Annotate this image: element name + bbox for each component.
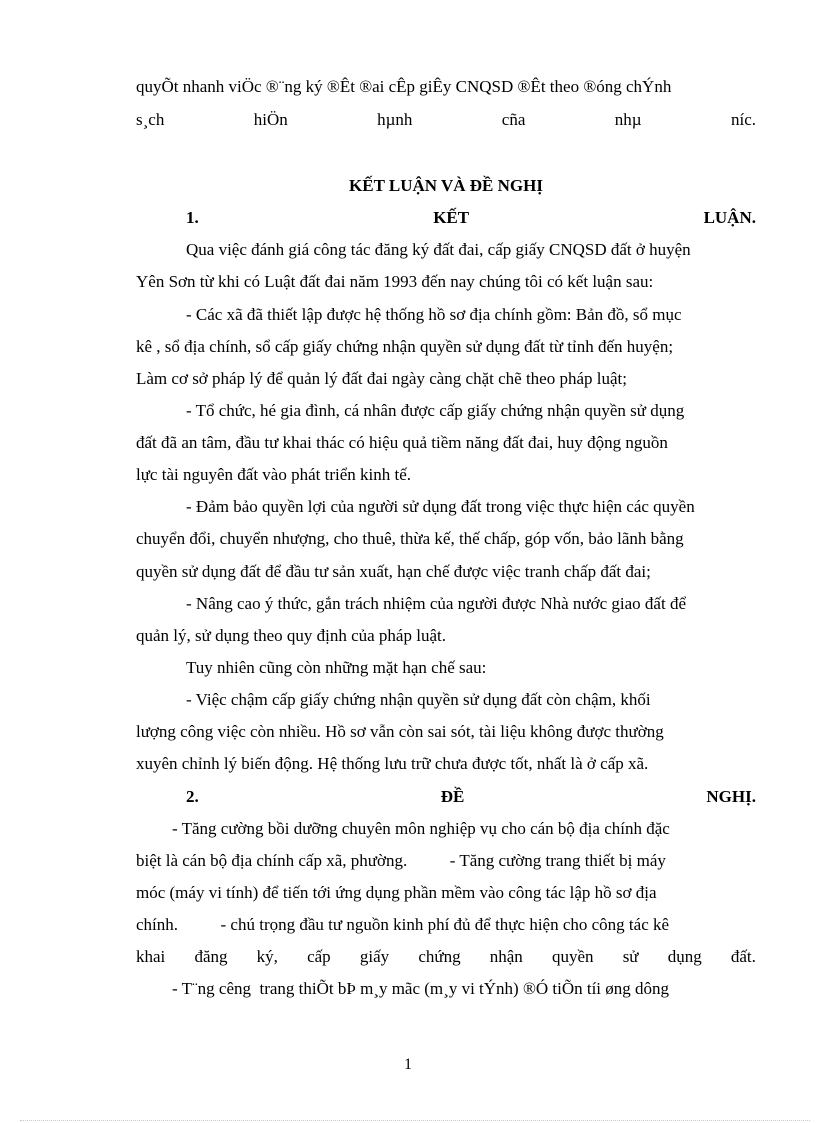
text-line: - Đảm bảo quyền lợi của người sử dụng đất trong việc thực hiện các quyền xyxy=(186,497,695,516)
word: cña xyxy=(501,110,526,129)
word: sử xyxy=(622,947,639,966)
text-line: - Các xã đã thiết lập được hệ thống hồ sơ địa chính gồm: Bản đồ, sổ mục xyxy=(186,305,682,324)
word: khai xyxy=(136,947,166,966)
text-line: Làm cơ sở pháp lý để quản lý đất đai ngày càng chặt chẽ theo pháp luật; xyxy=(136,369,627,388)
word: đăng xyxy=(194,947,228,966)
word: giấy xyxy=(359,947,390,966)
subsection-heading-1 xyxy=(186,208,756,228)
text-line-justified xyxy=(136,110,756,130)
text-line: Tuy nhiên cũng còn những mặt hạn chế sau: xyxy=(186,658,487,677)
text-line: - Nâng cao ý thức, gắn trách nhiệm của người được Nhà nước giao đất để xyxy=(186,594,686,613)
word: hiÖn xyxy=(253,110,288,129)
text-line-justified xyxy=(136,947,756,967)
section-word: NGHỊ. xyxy=(706,787,756,806)
section-word: LUẬN. xyxy=(703,208,756,227)
section-number: 1. xyxy=(186,208,199,227)
text-line: - Việc chậm cấp giấy chứng nhận quyền sử dụng đất còn chậm, khối xyxy=(186,690,651,709)
text-line: móc (máy vi tính) để tiến tới ứng dụng phần mềm vào công tác lập hồ sơ địa xyxy=(136,883,657,902)
text-line: quyền sử dụng đất để đầu tư sản xuất, hạn chế được việc tranh chấp đất đai; xyxy=(136,562,651,581)
text-line: Yên Sơn từ khi có Luật đất đai năm 1993 đến nay chúng tôi có kết luận sau: xyxy=(136,272,654,291)
word: cấp xyxy=(307,947,331,966)
text-line: - T¨ng cêng trang thiÕt bÞ m¸y mãc (m¸y vi tÝnh) ®Ó tiÕn tíi øng dông xyxy=(172,979,670,998)
text-line: chính. - chú trọng đầu tư nguồn kinh phí đủ để thực hiện cho công tác kê xyxy=(136,915,670,934)
word: đất. xyxy=(730,947,756,966)
word: s¸ch xyxy=(136,110,165,129)
section-heading: KẾT LUẬN VÀ ĐỀ NGHỊ xyxy=(349,176,543,195)
text-line: đất đã an tâm, đầu tư khai thác có hiệu quả tiềm năng đất đai, huy động nguồn xyxy=(136,433,668,452)
text-line: biệt là cán bộ địa chính cấp xã, phường. - Tăng cường trang thiết bị máy xyxy=(136,851,666,870)
word: níc. xyxy=(730,110,756,129)
text-line: kê , sổ địa chính, sổ cấp giấy chứng nhận quyền sử dụng đất từ tỉnh đến huyện; xyxy=(136,337,674,356)
text-line: lực tài nguyên đất vào phát triển kinh tế. xyxy=(136,465,411,484)
word: nhµ xyxy=(614,110,642,129)
text-line: - Tổ chức, hé gia đình, cá nhân được cấp giấy chứng nhận quyền sử dụng xyxy=(186,401,685,420)
text-line: xuyên chỉnh lý biến động. Hệ thống lưu trữ chưa được tốt, nhất là ở cấp xã. xyxy=(136,754,649,773)
word: nhận xyxy=(489,947,523,966)
text-line: quản lý, sử dụng theo quy định của pháp luật. xyxy=(136,626,446,645)
word: quyền xyxy=(551,947,594,966)
page-number: 1 xyxy=(404,1056,412,1073)
word: hµnh xyxy=(377,110,413,129)
text-line: quyÕt nhanh viÖc ®¨ng ký ®Êt ®ai cÊp giÊy CNQSD ®Êt theo ®óng chÝnh xyxy=(136,77,672,96)
word: dụng xyxy=(667,947,702,966)
word: chứng xyxy=(418,947,461,966)
text-line: chuyển đổi, chuyển nhượng, cho thuê, thừa kế, thế chấp, góp vốn, bảo lãnh bằng xyxy=(136,529,684,548)
section-word: ĐỀ xyxy=(440,787,465,806)
section-number: 2. xyxy=(186,787,199,806)
page-bottom-divider xyxy=(20,1120,810,1121)
section-word: KẾT xyxy=(433,208,470,227)
text-line: lượng công việc còn nhiều. Hồ sơ vẫn còn sai sót, tài liệu không được thường xyxy=(136,722,664,741)
text-line: Qua việc đánh giá công tác đăng ký đất đai, cấp giấy CNQSD đất ở huyện xyxy=(186,240,691,259)
subsection-heading-2 xyxy=(186,787,756,807)
text-line: - Tăng cường bồi dưỡng chuyên môn nghiệp vụ cho cán bộ địa chính đặc xyxy=(172,819,670,838)
word: ký, xyxy=(256,947,278,966)
